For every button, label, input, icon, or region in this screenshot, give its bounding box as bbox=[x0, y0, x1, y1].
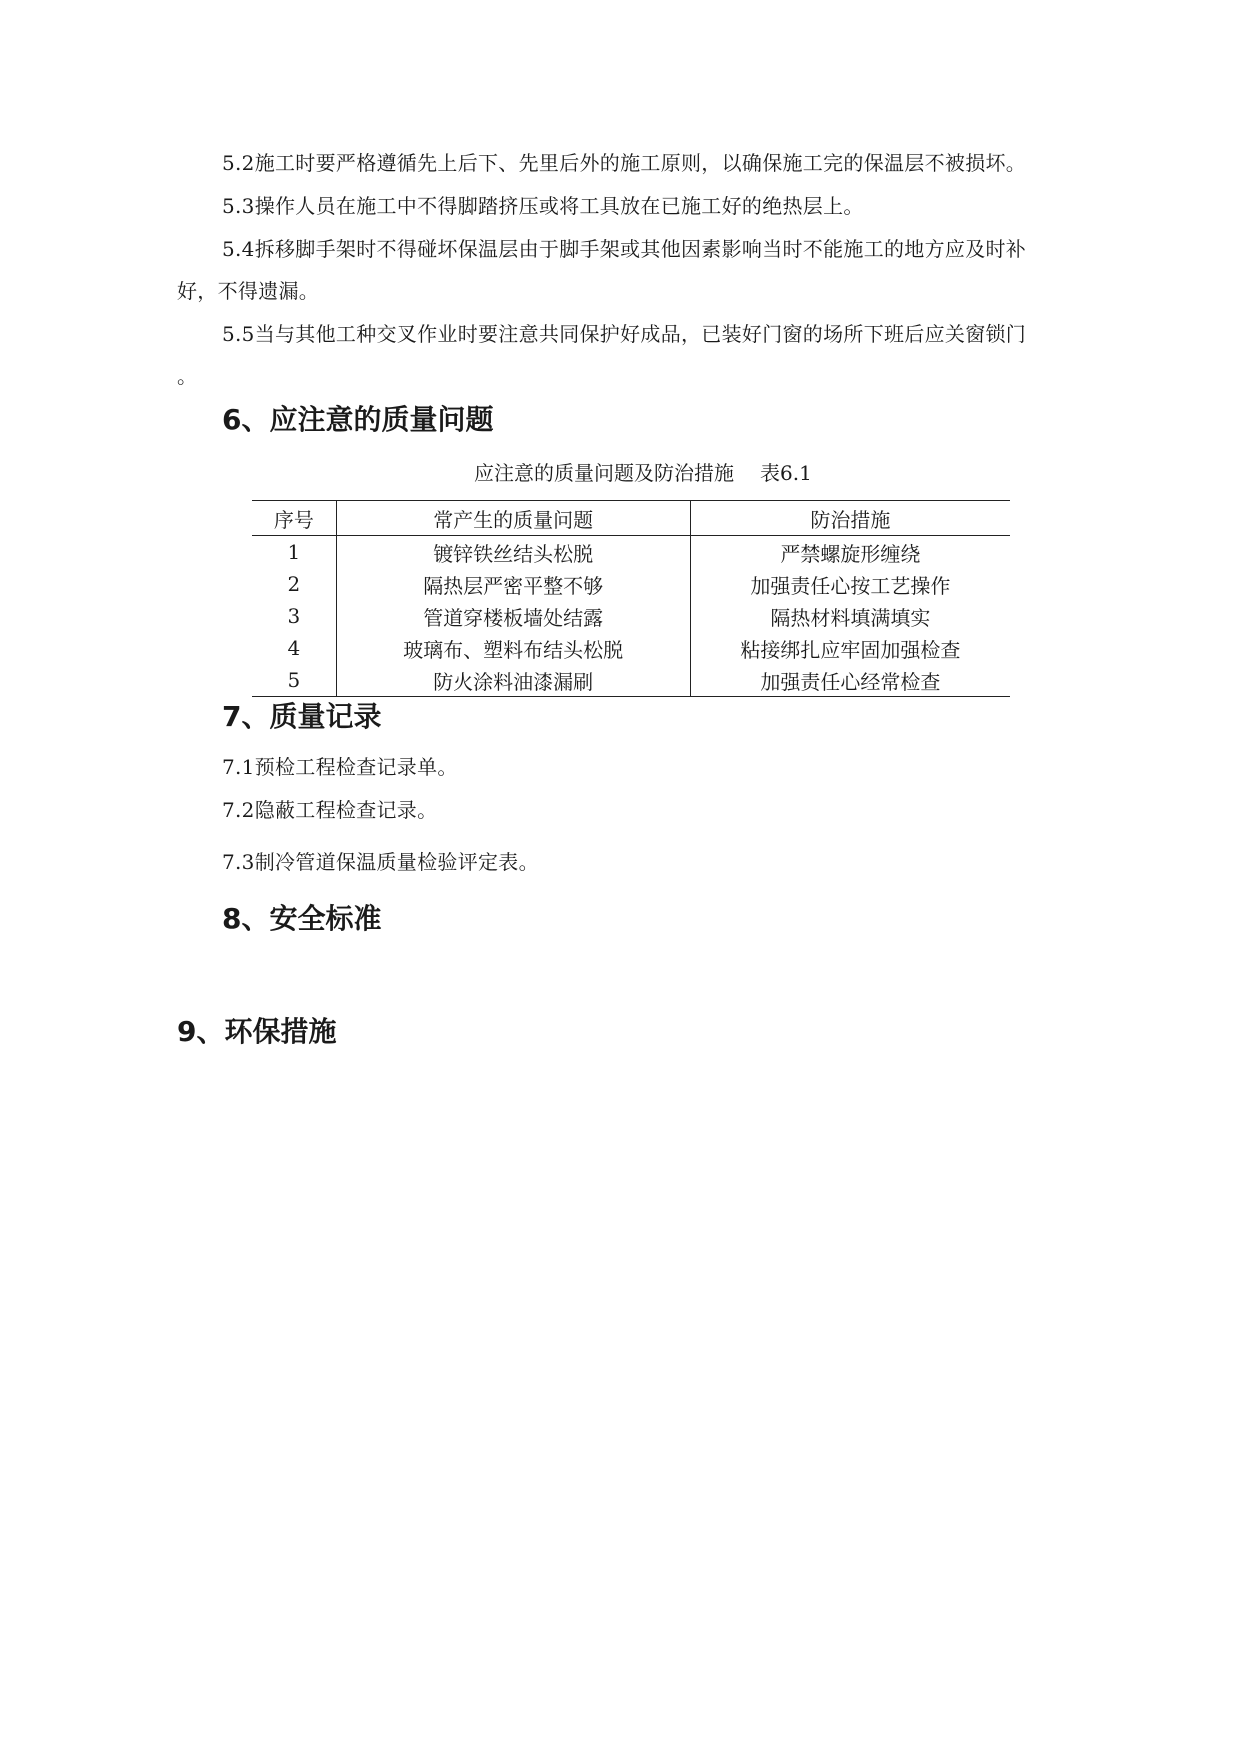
cell-measure: 粘接绑扎应牢固加强检查 bbox=[740, 637, 961, 662]
quality-issues-table bbox=[252, 500, 1010, 697]
paragraph-7-2: 7.2隐蔽工程检查记录。 bbox=[222, 798, 438, 822]
cell-measure: 隔热材料填满填实 bbox=[770, 605, 931, 630]
paragraph-5-5-line2: 。 bbox=[177, 364, 198, 388]
cell-index: 2 bbox=[252, 568, 336, 600]
table-row bbox=[252, 536, 1010, 569]
paragraph-7-1: 7.1预检工程检查记录单。 bbox=[222, 755, 458, 779]
header-measure: 防治措施 bbox=[690, 501, 1010, 536]
section-9-heading: 9、环保措施 bbox=[177, 1015, 337, 1048]
paragraph-5-2: 5.2施工时要严格遵循先上后下、先里后外的施工原则，以确保施工完的保温层不被损坏。 bbox=[222, 151, 1027, 175]
section-7-heading: 7、质量记录 bbox=[222, 700, 382, 733]
cell-issue: 镀锌铁丝结头松脱 bbox=[336, 536, 690, 569]
table-caption-number: 表6.1 bbox=[760, 461, 812, 485]
cell-measure: 严禁螺旋形缠绕 bbox=[780, 541, 921, 566]
table-row bbox=[252, 600, 1010, 632]
paragraph-5-3: 5.3操作人员在施工中不得脚踏挤压或将工具放在已施工好的绝热层上。 bbox=[222, 194, 864, 218]
cell-issue: 管道穿楼板墙处结露 bbox=[336, 600, 690, 632]
paragraph-5-5-line1: 5.5当与其他工种交叉作业时要注意共同保护好成品，已装好门窗的场所下班后应关窗锁门 bbox=[222, 322, 1027, 346]
cell-issue: 防火涂料油漆漏刷 bbox=[336, 664, 690, 697]
section-8-heading: 8、安全标准 bbox=[222, 902, 382, 935]
cell-issue: 隔热层严密平整不够 bbox=[336, 568, 690, 600]
table-row bbox=[252, 568, 1010, 600]
table-caption-title: 应注意的质量问题及防治措施 bbox=[474, 461, 734, 485]
cell-measure: 加强责任心经常检查 bbox=[690, 664, 1010, 697]
cell-index: 5 bbox=[252, 664, 336, 697]
paragraph-5-4-line2: 好，不得遗漏。 bbox=[177, 279, 320, 303]
header-index: 序号 bbox=[252, 501, 336, 536]
table-row bbox=[252, 664, 1010, 697]
cell-measure: 加强责任心按工艺操作 bbox=[750, 573, 951, 598]
section-6-heading: 6、应注意的质量问题 bbox=[222, 403, 494, 436]
cell-issue: 玻璃布、塑料布结头松脱 bbox=[336, 632, 690, 664]
table-header-row bbox=[252, 501, 1010, 536]
table-row bbox=[252, 632, 1010, 664]
paragraph-7-3: 7.3制冷管道保温质量检验评定表。 bbox=[222, 850, 539, 874]
cell-index: 1 bbox=[252, 536, 336, 569]
table-caption bbox=[474, 461, 812, 485]
header-issue: 常产生的质量问题 bbox=[336, 501, 690, 536]
paragraph-5-4-line1: 5.4拆移脚手架时不得碰坏保温层由于脚手架或其他因素影响当时不能施工的地方应及时补 bbox=[222, 237, 1027, 261]
cell-index: 3 bbox=[252, 600, 336, 632]
cell-index: 4 bbox=[252, 632, 336, 664]
